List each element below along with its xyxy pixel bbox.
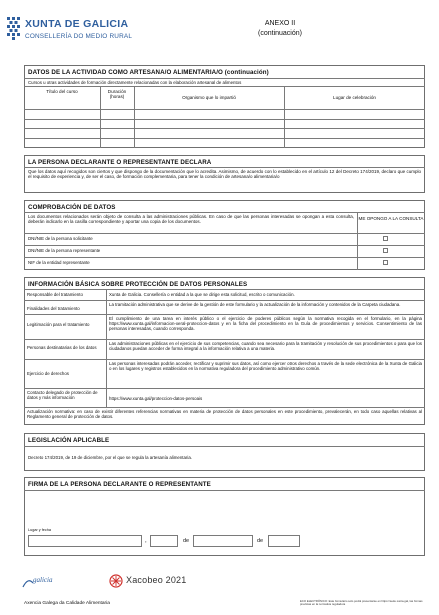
table-row[interactable]: [24, 138, 425, 139]
col-organization: Organismo que lo impartió: [182, 95, 236, 100]
privacy-label-legitimation: Legitimación para el tratamiento: [27, 322, 90, 327]
oppose-representative-id-checkbox[interactable]: [383, 248, 388, 253]
electronic-note: ECO ELECTRÓNICO: Este formulario solo podrá presentarse en https://sede.xunta.gal, las formas previstas en la normativa reguladora: [300, 599, 423, 607]
verification-item-entity-nif: NIF de la entidad representante: [28, 260, 90, 265]
agency-name: Axencia Galega da Calidade Alimentaria: [24, 601, 110, 606]
table-row[interactable]: [24, 128, 425, 129]
activity-section-title: DATOS DE LA ACTIVIDAD COMO ARTESANA/O ALIMENTARIA/O (continuación): [28, 69, 269, 76]
privacy-label-controller: Responsable del tratamiento: [27, 292, 83, 297]
department-name: CONSELLERÍA DO MEDIO RURAL: [25, 33, 133, 40]
oppose-header: ME OPONGO A LA CONSULTA: [358, 216, 424, 221]
privacy-value-recipients: Las administraciones públicas en el ejercicio de sus competencias, cuando sea necesario para la tramitación y resolución de sus procedimientos o para que los ciudadanos puedan acceder de forma integral a la información relativa a una materia.: [109, 341, 422, 352]
privacy-value-contact[interactable]: https://www.xunta.gal/proteccion-datos-persoais: [109, 396, 203, 401]
day-field[interactable]: [150, 535, 178, 547]
col-duration: Duración (horas): [107, 89, 127, 100]
de-label-2: de: [257, 538, 264, 544]
declaration-title: LA PERSONA DECLARANTE O REPRESENTANTE DECLARA: [28, 159, 212, 166]
legislation-title: LEGISLACIÓN APLICABLE: [28, 437, 110, 444]
de-label-1: de: [183, 538, 190, 544]
xunta-logo-icon: [7, 17, 21, 41]
privacy-label-purposes: Finalidades del tratamiento: [27, 306, 80, 311]
privacy-title: INFORMACIÓN BÁSICA SOBRE PROTECCIÓN DE DATOS PERSONALES: [28, 281, 248, 288]
oppose-entity-nif-checkbox[interactable]: [383, 260, 388, 265]
col-place: Lugar de celebración: [333, 95, 376, 100]
verification-item-applicant-id: DNI/NIE de la persona solicitante: [28, 236, 93, 241]
legislation-text: Decreto 174/2019, de 19 de diciembre, por el que se regula la artesanía alimentaria.: [28, 455, 193, 460]
privacy-value-legitimation: El cumplimiento de una tarea en interés público o el ejercicio de poderes públicos según la normativa recogida en el formulario, en la página https://www.xunta.gal/informacion-xeral-proteccion-datos y en la ficha del procedimiento en la Guía de procedimientos y servicios. Consentimiento de las personas interesadas, cuando corresponda.: [109, 316, 422, 332]
place-date-label: Lugar y fecha: [28, 528, 52, 532]
privacy-footnote: Actualización normativa: en caso de existir diferentes referencias normativas en materia de protección de datos personales en este procedimiento, prevalecerán, en todo caso aquellas relativas al Reglamento general de protección de datos.: [27, 409, 422, 420]
verification-title: COMPROBACIÓN DE DATOS: [28, 204, 116, 211]
signature-title: FIRMA DE LA PERSONA DECLARANTE O REPRESENTANTE: [28, 481, 211, 488]
privacy-label-recipients: Personas destinatarias de los datos: [27, 345, 97, 350]
table-row[interactable]: [24, 119, 425, 120]
galicia-logo-text: galicia: [33, 576, 53, 584]
activity-subtitle: Cursos u otras actividades de formación directamente relacionadas con la elaboración artesanal de alimentos: [28, 80, 242, 85]
xacobeo-logo-icon: [109, 574, 123, 593]
col-course-title: Título del curso: [46, 89, 78, 94]
xacobeo-logo-text: Xacobeo 2021: [126, 575, 187, 585]
place-field[interactable]: [28, 535, 142, 547]
privacy-value-rights: Las personas interesadas podrán acceder, rectificar y suprimir sus datos, así como ejercer otros derechos a través de la sede electrónica de la Xunta de Galicia o en los lugares y registros establecidos en la normativa reguladora del procedimiento administrativo común.: [109, 361, 422, 372]
annex-title: ANEXO II: [264, 20, 296, 27]
declaration-text: Que los datos aquí recogidos son ciertos y que dispongo de la documentación que lo acredita. Asimismo, de acuerdo con lo establecido en el artículo 12 del Decreto 174/2019, declaro que cumplo el requisito de experiencia y, de ser el caso, de formación complementaria, para tener la condición de artesana/o alimentaria/o: [28, 169, 421, 180]
privacy-label-rights: Ejercicio de derechos: [27, 371, 69, 376]
privacy-label-contact: Contacto delegado de protección de datos y más información: [27, 390, 98, 401]
month-field[interactable]: [193, 535, 253, 547]
privacy-value-controller: Xunta de Galicia. Consellería o entidad a la que se dirige esta solicitud, escrito o comunicación.: [109, 292, 295, 297]
privacy-value-purposes: La tramitación administrativa que se derive de la gestión de este formulario y la actualización de la información y contenidos de la Carpeta ciudadana.: [109, 302, 401, 307]
oppose-applicant-id-checkbox[interactable]: [383, 236, 388, 241]
org-name: XUNTA DE GALICIA: [25, 18, 129, 30]
year-field[interactable]: [268, 535, 300, 547]
verification-item-representative-id: DNI/NIE de la persona representante: [28, 248, 101, 253]
annex-continuation: (continuación): [258, 30, 302, 37]
comma-separator: ,: [145, 538, 147, 544]
verification-intro: Los documentos relacionados serán objeto de consulta a las administraciones públicas. En caso de que las personas interesadas se opongan a esta consulta, deberán indicarlo en la casilla correspondiente y aportar una copia de los documentos.: [28, 214, 354, 225]
